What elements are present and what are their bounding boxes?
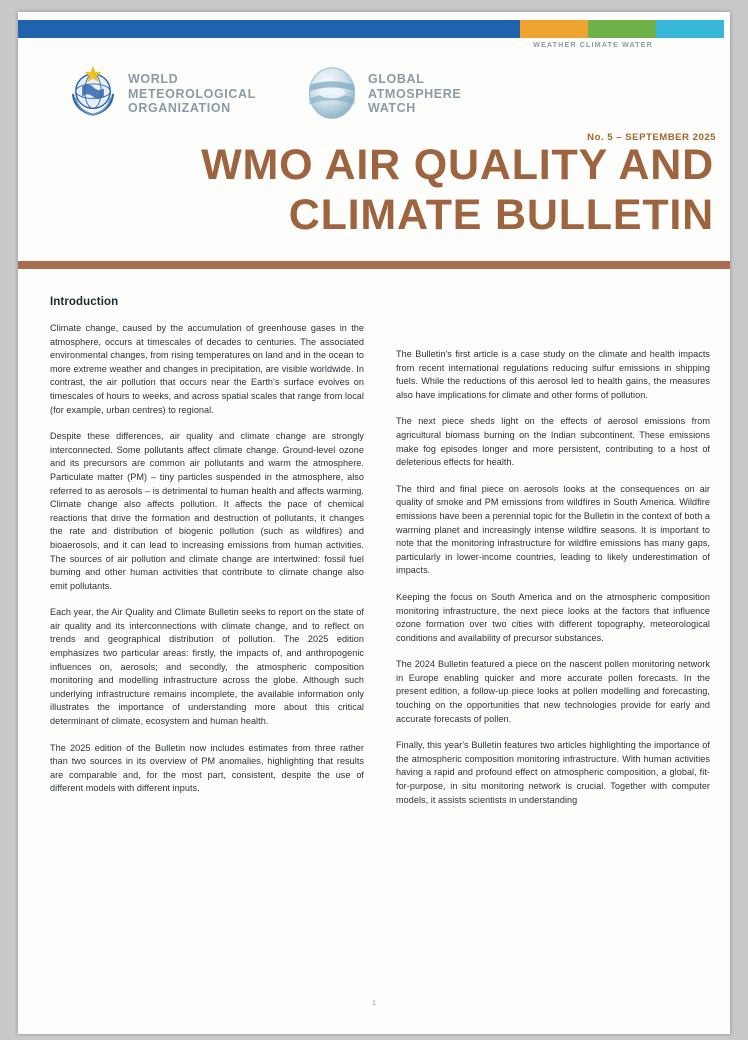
wmo-name-line-2: METEOROLOGICAL — [128, 86, 256, 101]
right-text-column — [396, 322, 710, 807]
page-content — [50, 296, 710, 807]
color-bar-segment-green — [588, 20, 656, 38]
logo-row — [18, 62, 730, 124]
bulletin-title — [48, 140, 714, 240]
global-atmosphere-watch-globe-icon — [304, 66, 360, 120]
gaw-name-line-1: GLOBAL — [368, 72, 425, 86]
color-bar-segment-cyan — [656, 20, 724, 38]
paragraph: Climate change, caused by the accumulation of greenhouse gases in the atmosphere, occurs at timescales of decades to centuries. The associated environmental changes, from rising temperatures on land and in the ocean to more extreme weather and changes in precipitation, are visible worldwide. In contrast, the air pollution that occurs near the Earth's surface evolves on timescales of hours to weeks, and across spatial scales that range from local (for example, urban centres) to regional. — [50, 323, 364, 415]
paragraph: The Bulletin's first article is a case study on the climate and health impacts from recent international regulations reducing sulfur emissions in shipping fuels. While the reductions of this aerosol led to health gains, the measures also have implications for climate and other forms of pollution. — [396, 349, 710, 400]
title-divider — [18, 261, 730, 269]
section-heading-introduction: Introduction — [50, 296, 119, 308]
paragraph: Keeping the focus on South America and on the atmospheric composition monitoring infrastructure, the next piece looks at the factors that influence ozone formation over two cities with different topography, meteorological conditions and availability of precursor substances. — [396, 591, 710, 643]
bulletin-title-line-2: CLIMATE BULLETIN — [288, 191, 714, 239]
paragraph: Despite these differences, air quality and climate change are strongly interconnected. Some pollutants affect climate change. Ground-level ozone and its precursors are common air pollutants and warm the atmosphere. Particulate matter (PM) – tiny particles suspended in the atmosphere, also referred to as aerosols – is detrimental to human health and affects warming. Climate change also affects pollution. It affects the pace of chemical reactions that drive the formation and destruction of pollutants, it changes the rate and distribution of biogenic pollution (such as wildfires) and bioaerosols, and it can lead to increasing emissions from human activities. The sources of air pollution and climate change are intertwined: fossil fuel burning and other human activities that contribute to climate change also emit pollutants. — [50, 431, 364, 591]
paragraph: The 2025 edition of the Bulletin now includes estimates from three rather than two sources in its overview of PM anomalies, highlighting that results are comparable and, for the most part, consistent, despite the use of different models with different inputs. — [50, 742, 364, 794]
gaw-program-name — [368, 72, 461, 116]
paragraph: The third and final piece on aerosols looks at the consequences on air quality of smoke and PM emissions from wildfires in South America. Wildfire emissions have been a perennial topic for the Bulletin in the context of both a warming planet and increasingly intense wildfire seasons. It is important to note that the monitoring infrastructure for wildfire emissions has many gaps, particularly in lower-income countries, leading to likely underestimation of impacts. — [396, 483, 710, 576]
wmo-organization-name — [128, 72, 256, 116]
brand-color-bar — [18, 20, 730, 38]
color-bar-segment-orange — [520, 20, 588, 38]
wmo-name-line-1: WORLD — [128, 72, 179, 86]
page-number: 1 — [371, 998, 377, 1007]
wmo-emblem-icon — [64, 64, 122, 122]
paragraph: The next piece sheds light on the effects of aerosol emissions from agricultural biomass burning on the Indian subcontinent. These emissions make fog episodes longer and more persistent, contributing to a host of deleterious effects for health. — [396, 416, 710, 468]
two-column-layout — [50, 322, 710, 807]
issue-number-and-date: No. 5 – SEPTEMBER 2025 — [587, 132, 716, 143]
wmo-name-line-3: ORGANIZATION — [128, 101, 231, 115]
paragraph: The 2024 Bulletin featured a piece on the nascent pollen monitoring network in Europe enabling quicker and more accurate pollen forecasts. In the present edition, a follow-up piece looks at pollen modelling and forecasting, touching on the opportunities that new technologies provide for early and accurate forecasts of pollen. — [396, 659, 710, 724]
gaw-name-line-3: WATCH — [368, 101, 416, 115]
document-page — [18, 12, 730, 1034]
left-text-column — [50, 322, 364, 807]
bulletin-title-line-1: WMO AIR QUALITY AND — [201, 141, 714, 189]
paragraph: Each year, the Air Quality and Climate Bulletin seeks to report on the state of air quality and its interconnections with climate change, and to reflect on trends and geographical distribution of pollution. The 2025 edition emphasizes two particular areas: firstly, the impacts of, and anthropogenic influences on, aerosols; and secondly, the atmospheric composition monitoring and modelling infrastructure across the globe. Although such underlying infrastructure remains incomplete, the available information only illustrates the importance of understanding more about this critical determinant of climate, ecosystem and human health. — [50, 607, 364, 727]
color-bar-segment-blue — [18, 20, 520, 38]
weather-climate-water-tagline: WEATHER CLIMATE WATER — [533, 40, 653, 49]
paragraph: Finally, this year's Bulletin features two articles highlighting the importance of the atmospheric composition monitoring infrastructure. With human activities having a rapid and profound effect on atmospheric composition, a global, fit-for-purpose, in situ monitoring network is crucial. Together with computer models, it assists scientists in understanding — [396, 740, 710, 805]
gaw-name-line-2: ATMOSPHERE — [368, 86, 462, 101]
